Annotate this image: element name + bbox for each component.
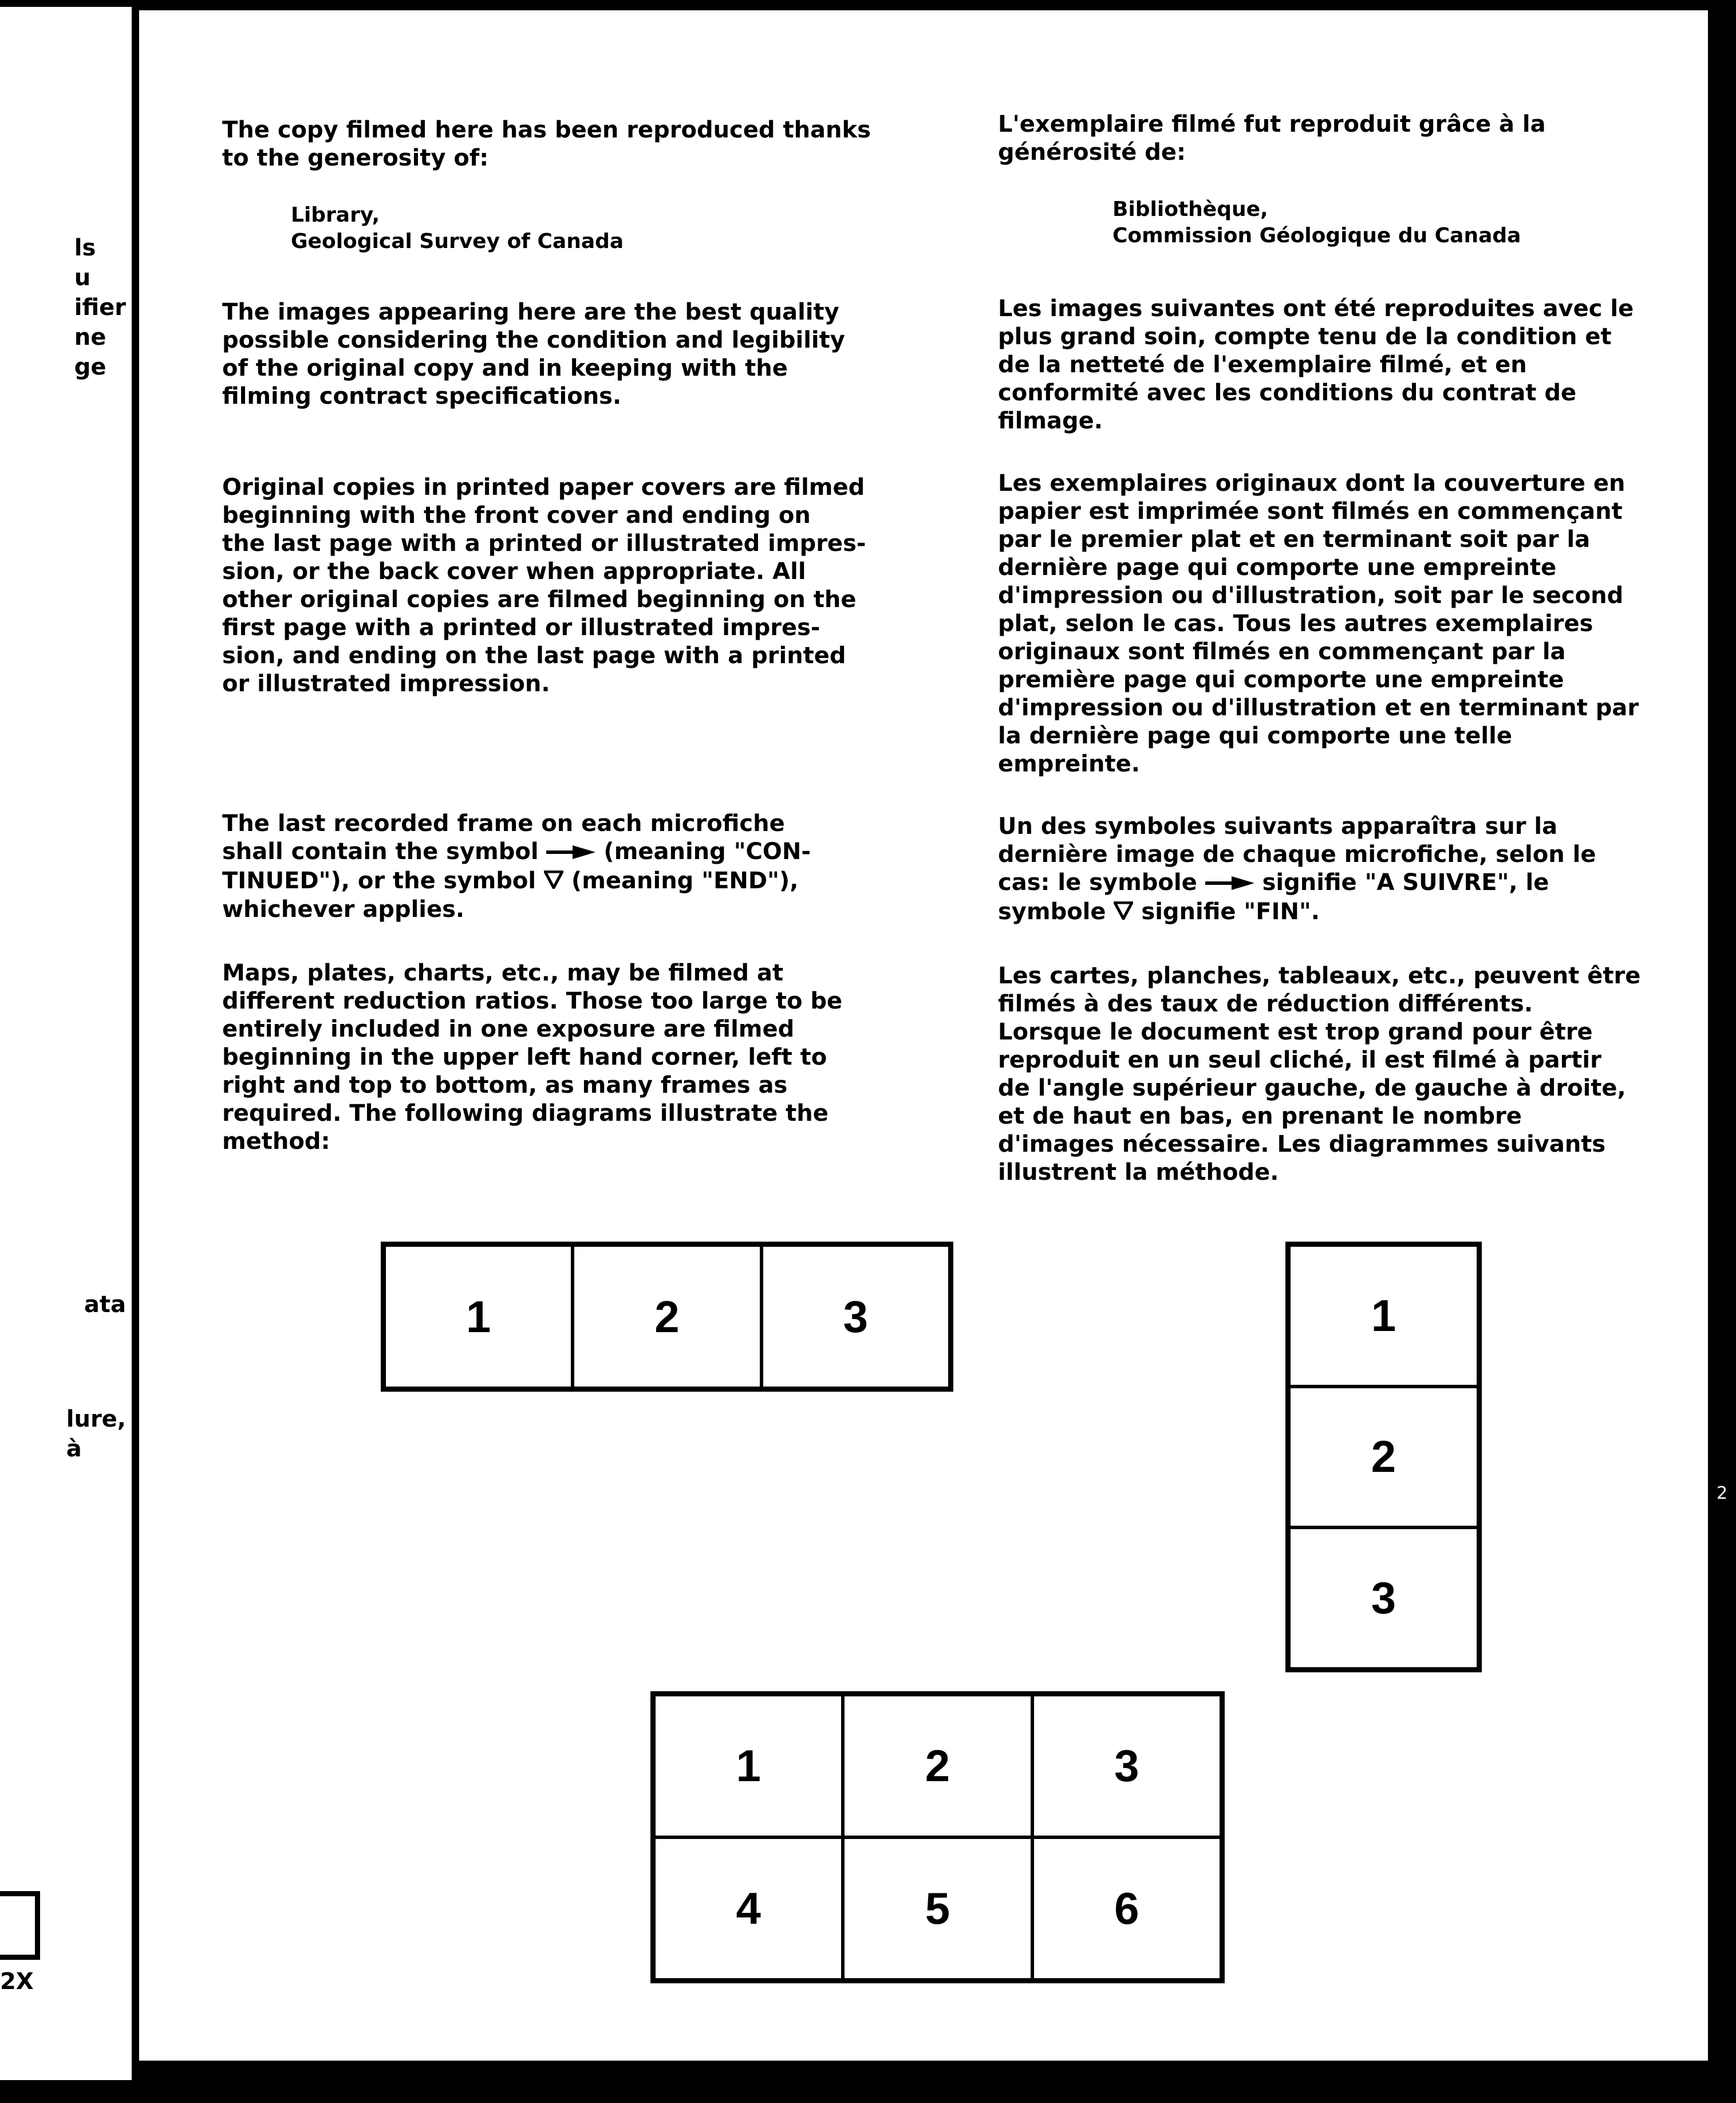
french-maps-paragraph: Les cartes, planches, tableaux, etc., peuvent être filmés à des taux de réduction différents. Lorsque le document est trop grand pour être reproduit en un seul cliché, il est filmé à partir de l'angle supérieur gauche, de gauche à droite, et de haut en bas, en prenant le nombre d'images nécessaire. Les diagrammes suivants illustrent la méthode. <box>998 963 1641 1186</box>
arrow-icon <box>546 839 595 867</box>
french-symbol-paragraph <box>998 813 1708 927</box>
english-symbol-text-c: (meaning "END"), whichever applies. <box>222 867 799 923</box>
diagram-frame: 3 <box>1289 1527 1478 1669</box>
french-institution: Bibliothèque, Commission Géologique du Canada <box>1112 198 1521 247</box>
french-originals-paragraph: Les exemplaires originaux dont la couverture en papier est imprimée sont filmés en commençant par le premier plat et en terminant soit par la dernière page qui comporte une empreinte d'impression ou d'illustration, soit par le second plat, selon le cas. Tous les autres exemplaires originaux sont filmés en commençant par la première page qui comporte une empreinte d'impression ou d'illustration et en terminant par la dernière page qui comporte une telle empreinte. <box>998 470 1639 777</box>
english-symbol-paragraph <box>222 810 921 924</box>
diagram-frame: 1 <box>654 1695 843 1837</box>
english-maps-paragraph: Maps, plates, charts, etc., may be filmed at different reduction ratios. Those too large to be entirely included in one exposure are filmed beginning in the upper left hand corner, left to right and top to bottom, as many frames as required. The following diagrams illustrate the method: <box>222 960 843 1155</box>
english-column <box>222 116 921 1156</box>
horizontal-diagram <box>381 1242 953 1392</box>
english-quality-paragraph: The images appearing here are the best quality possible considering the condition and legibility of the original copy and in keeping with the filming contract specifications. <box>222 299 845 409</box>
diagram-frame: 1 <box>384 1245 573 1388</box>
triangle-down-icon <box>544 868 563 896</box>
previous-page-text-low: lure, à <box>66 1406 126 1462</box>
french-symbol-text-c: signifie "FIN". <box>1133 898 1320 925</box>
vertical-diagram <box>1285 1242 1482 1672</box>
english-thanks: The copy filmed here has been reproduced thanks to the generosity of: <box>222 117 871 171</box>
diagram-frame: 6 <box>1032 1837 1221 1980</box>
diagram-frame: 3 <box>1032 1695 1221 1837</box>
english-symbol-text-b: (meaning "CON- TINUED"), or the symbol <box>222 838 811 894</box>
diagram-frame: 1 <box>1289 1245 1478 1387</box>
diagram-frame: 5 <box>843 1837 1032 1980</box>
reduction-ratio-label: 2X <box>0 1968 34 1995</box>
diagram-frame: 2 <box>573 1245 761 1388</box>
arrow-icon <box>1205 870 1254 898</box>
grid-diagram <box>650 1691 1225 1983</box>
diagram-frame: 4 <box>654 1837 843 1980</box>
french-thanks: L'exemplaire filmé fut reproduit grâce à la générosité de: <box>998 111 1546 166</box>
french-symbol-text-b: signifie "A SUIVRE", le symbole <box>998 869 1549 925</box>
english-institution: Library, Geological Survey of Canada <box>291 203 624 253</box>
english-symbol-text-a: The last recorded frame on each microfiche shall contain the symbol <box>222 810 785 865</box>
triangle-down-icon <box>1114 899 1133 927</box>
target-page <box>139 10 1708 2061</box>
french-quality-paragraph: Les images suivantes ont été reproduites avec le plus grand soin, compte tenu de la condition et de la netteté de l'exemplaire filmé, et en conformité avec les conditions du contrat de filmage. <box>998 296 1634 434</box>
english-originals-paragraph: Original copies in printed paper covers are filmed beginning with the front cover and ending on the last page with a printed or illustrated impres- sion, or the back cover when appropriate. All other original copies are filmed beginning on the first page with a printed or illustrated impres- sion, and ending on the last page with a printed or illustrated impression. <box>222 474 866 697</box>
diagram-frame: 2 <box>843 1695 1032 1837</box>
previous-page-text-mid: ata <box>84 1291 126 1318</box>
diagram-frame: 2 <box>1289 1387 1478 1528</box>
reduction-box <box>0 1891 40 1960</box>
diagram-frame: 3 <box>762 1245 950 1388</box>
french-symbol-text-a: Un des symboles suivants apparaîtra sur la dernière image de chaque microfiche, selon le cas: le symbole <box>998 813 1596 896</box>
french-column <box>998 111 1708 1187</box>
previous-page-strip <box>0 7 132 2080</box>
previous-page-text-top: ls u ifier ne ge <box>74 235 126 380</box>
edge-mark: 2 <box>1717 1483 1728 1503</box>
